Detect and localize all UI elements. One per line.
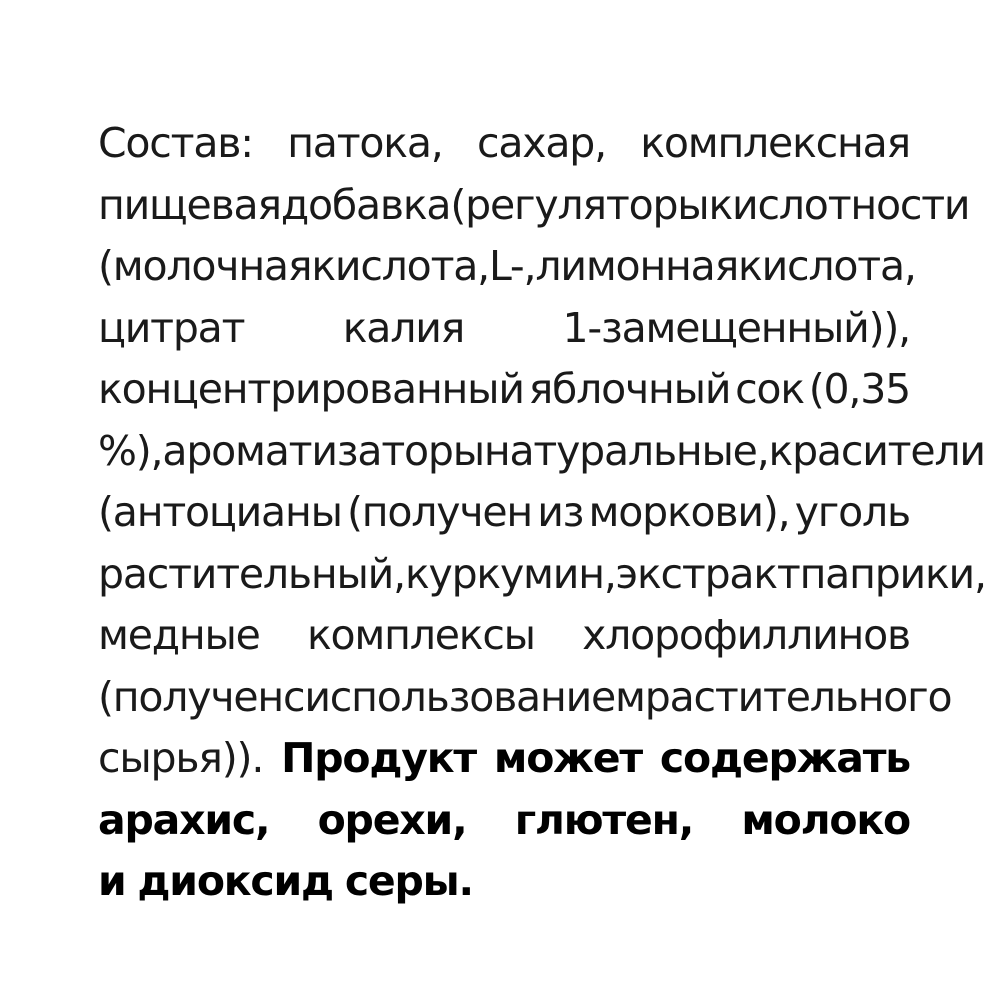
ingredients-text-block <box>98 113 986 913</box>
allergen-warning-word: глютен, <box>514 795 694 844</box>
text-line-6 <box>98 421 985 483</box>
word: концентрированный <box>98 365 524 413</box>
text-line-7 <box>98 482 910 544</box>
allergen-warning-word: серы. <box>344 857 473 905</box>
word: яблочный <box>528 365 731 413</box>
word: экстракт <box>615 549 800 598</box>
text-line-5 <box>98 359 910 421</box>
word: пищевая <box>98 180 281 229</box>
word: патока, <box>287 119 443 167</box>
word: красители <box>768 426 985 475</box>
word: натуральные, <box>483 426 769 475</box>
text-line-9 <box>98 605 910 667</box>
word: кислотности <box>708 180 970 229</box>
word: хлорофиллинов <box>582 611 910 659</box>
word: 1-замещенный)), <box>562 303 910 352</box>
word: (0,35 <box>808 365 910 413</box>
text-line-3 <box>98 236 916 298</box>
word: (антоцианы <box>98 488 342 536</box>
text-line-13 <box>98 851 910 913</box>
text-line-4 <box>98 298 910 360</box>
word: растительного <box>644 672 952 721</box>
word: (молочная <box>98 242 312 290</box>
allergen-warning-word: содержать <box>659 734 910 782</box>
word: кислота, <box>738 242 916 290</box>
word: уголь <box>794 488 910 536</box>
word: (получен <box>98 672 284 721</box>
word: цитрат <box>98 303 245 352</box>
allergen-warning-word: молоко <box>741 795 910 844</box>
allergen-warning-word: арахис, <box>98 795 270 844</box>
allergen-warning-word: орехи, <box>317 795 467 844</box>
word: сок <box>735 365 804 413</box>
word: (регуляторы <box>450 180 709 229</box>
word: из <box>537 488 584 536</box>
allergen-warning-word: может <box>493 734 642 782</box>
word: паприки, <box>799 549 986 598</box>
text-line-11 <box>98 728 910 790</box>
allergen-warning-word: Продукт <box>281 734 476 782</box>
word: ароматизаторы <box>162 426 484 475</box>
text-line-2 <box>98 175 970 237</box>
word: кислота, <box>311 242 490 290</box>
word: моркови), <box>588 488 790 536</box>
word: комплексная <box>640 119 910 167</box>
word: куркумин, <box>404 549 616 598</box>
word: Состав: <box>98 119 253 167</box>
word: сырья)). <box>98 734 264 782</box>
word: комплексы <box>306 611 535 659</box>
word: использованием <box>304 672 645 721</box>
word: L-, <box>489 242 536 290</box>
word: сахар, <box>476 119 606 167</box>
word: растительный, <box>98 549 405 598</box>
word: медные <box>98 611 260 659</box>
allergen-warning-word: и <box>98 857 126 905</box>
word: добавка <box>280 180 451 229</box>
word: (получен <box>346 488 532 536</box>
word: лимонная <box>535 242 739 290</box>
word: с <box>283 672 305 721</box>
text-line-10 <box>98 667 952 729</box>
text-line-8 <box>98 544 986 606</box>
allergen-warning-word: диоксид <box>137 857 333 905</box>
text-line-1 <box>98 113 910 175</box>
word: %), <box>98 426 163 475</box>
word: калия <box>342 303 465 352</box>
text-line-12 <box>98 790 910 852</box>
